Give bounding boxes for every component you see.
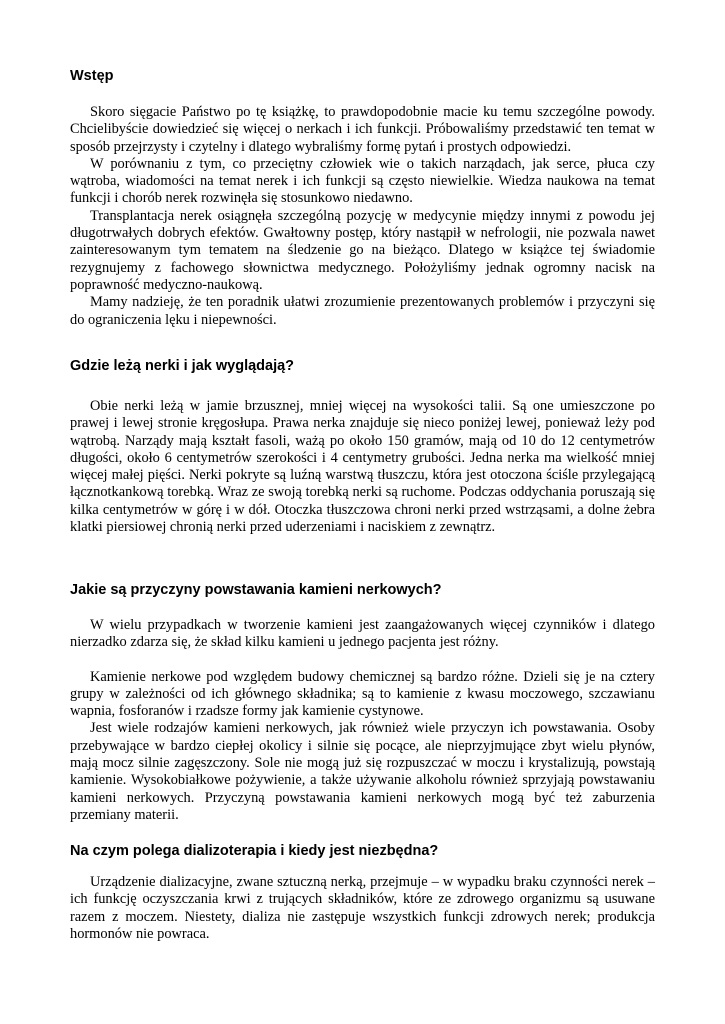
paragraph: Kamienie nerkowe pod względem budowy chemicznej są bardzo różne. Dzieli się je na cztery grupy w zależności od ich głównego składnika; są to kamienie z kwasu moczowego, szczawianu wapnia, fosforanów i rzadsze formy jak kamienie cystynowe. [70,668,655,720]
paragraph: W wielu przypadkach w tworzenie kamieni jest zaangażowanych więcej czynników i dlatego nierzadko zdarza się, że skład kilku kamieni u jednego pacjenta jest różny. [70,617,655,651]
paragraph: Mamy nadzieję, że ten poradnik ułatwi zrozumienie prezentowanych problemów i przyczyni się do ograniczenia lęku i niepewności. [70,294,655,328]
paragraph: Urządzenie dializacyjne, zwane sztuczną nerką, przejmuje – w wypadku braku czynności nerek – ich funkcję oczyszczania krwi z trujących składników, które ze zdrowego organizmu są usuwane razem z moczem. Niestety, dializa nie zastępuje wszystkich funkcji zdrowych nerek; produkcja hormonów nie powraca. [70,874,655,942]
section-heading-kidney-stones: Jakie są przyczyny powstawania kamieni nerkowych? [70,582,442,598]
paragraph: Transplantacja nerek osiągnęła szczególną pozycję w medycynie między innymi z powodu jej długotrwałych dobrych efektów. Gwałtowny postęp, który nastąpił w nefrologii, nie pozwala nawet zainteresowanym tym tematem na śledzenie go na bieżąco. Dlatego w książce tej świadomie rezygnujemy z fachowego słownictwa medycznego. Położyliśmy jednak ogromny nacisk na poprawność medyczno-naukową. [70,207,655,293]
paragraph: Skoro sięgacie Państwo po tę książkę, to prawdopodobnie macie ku temu szczególne powody. Chcielibyście dowiedzieć się więcej o nerkach i ich funkcji. Próbowaliśmy przedstawić ten temat w sposób przejrzysty i czytelny i dlatego wybraliśmy formę pytań i prostych odpowiedzi. [70,104,655,155]
section-heading-kidney-location: Gdzie leżą nerki i jak wyglądają? [70,358,295,374]
paragraph: Jest wiele rodzajów kamieni nerkowych, jak również wiele przyczyn ich powstawania. Osoby przebywające w bardzo ciepłej okolicy i silnie się pocące, ale nieprzyjmujące zbyt wielu płynów, mają mocz silnie zagęszczony. Sole nie mogą już się rozpuszczać w moczu i krystalizują, powstają kamienie. Wysokobiałkowe pożywienie, a także używanie alkoholu również sprzyjają powstawaniu kamieni nerkowych. Przyczyną powstawania kamieni nerkowych mogą być też zaburzenia przemiany materii. [70,720,655,823]
section-body-kidney-location [70,398,655,536]
section-body-dialysis [70,874,655,943]
section-heading-dialysis: Na czym polega dializoterapia i kiedy jest niezbędna? [70,843,439,859]
section-body-kidney-stones [70,617,655,824]
paragraph: Obie nerki leżą w jamie brzusznej, mniej więcej na wysokości talii. Są one umieszczone po prawej i lewej stronie kręgosłupa. Prawa nerka znajduje się nieco poniżej lewej, ponieważ leży pod wątrobą. Narządy mają kształt fasoli, ważą po około 150 gramów, mają od 10 do 12 centymetrów długości, około 6 centymetrów szerokości i 4 centymetry grubości. Jedna nerka ma wielkość mniej więcej małej pięści. Nerki pokryte są luźną warstwą tłuszczu, która jest otoczona ściśle przylegającą łącznotkankową torebką. Wraz ze swoją torebką nerki są ruchome. Podczas oddychania poruszają się kilka centymetrów w górę i w dół. Otoczka tłuszczowa chroni nerki przed wstrząsami, a dolne żebra klatki piersiowej chronią nerki przed uderzeniami i naciskiem z zewnątrz. [70,398,655,536]
section-heading-wstep: Wstęp [70,68,114,84]
section-body-wstep [70,104,655,329]
paragraph: W porównaniu z tym, co przeciętny człowiek wie o takich narządach, jak serce, płuca czy wątroba, wiadomości na temat nerek i ich funkcji są często niewielkie. Wiedza naukowa na temat funkcji i chorób nerek rozwinęła się stosunkowo niedawno. [70,155,655,207]
